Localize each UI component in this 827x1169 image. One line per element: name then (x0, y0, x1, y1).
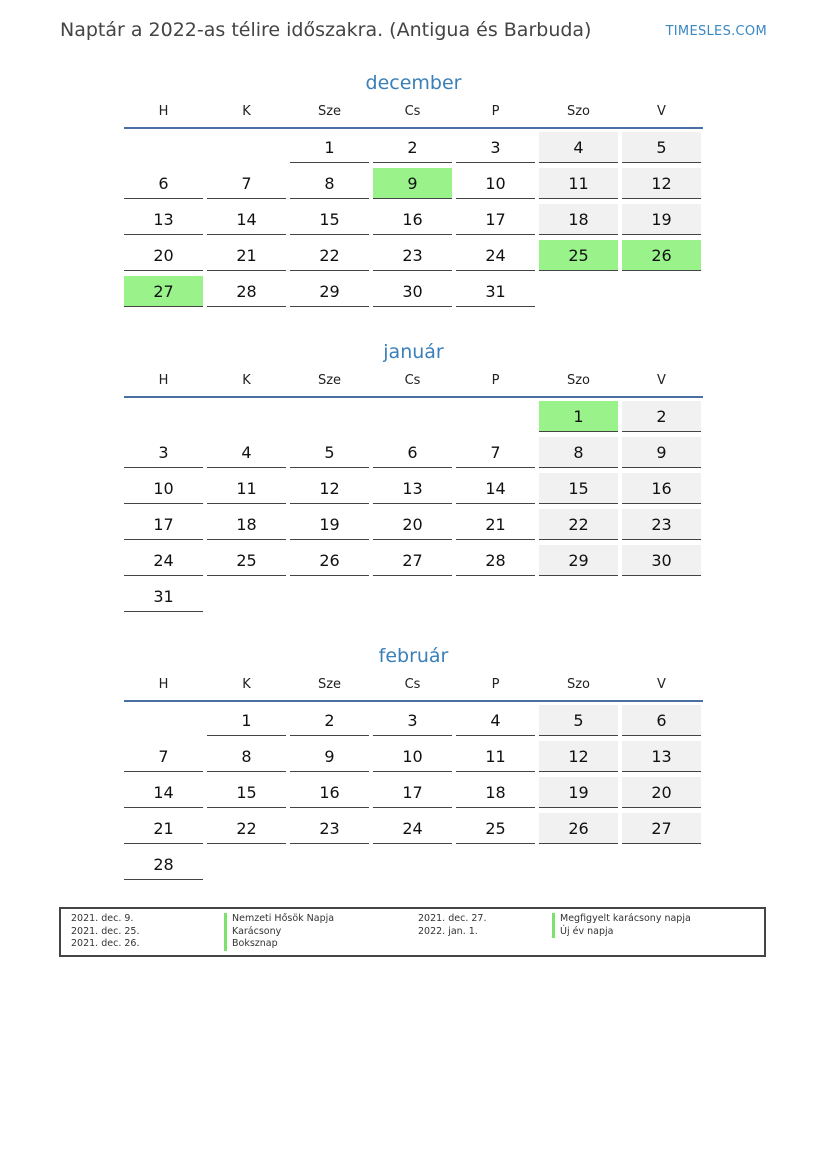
weekday-header (124, 671, 703, 700)
weekday-label: P (491, 677, 500, 692)
holiday-day-cell: 25 (539, 240, 618, 271)
day-cell: 1 (207, 705, 286, 736)
day-cell: 13 (373, 473, 452, 504)
day-cell: 28 (207, 276, 286, 307)
weekday-label: K (242, 677, 251, 692)
day-cell: 11 (539, 168, 618, 199)
weekday-label: V (657, 104, 666, 119)
day-cell: 24 (373, 813, 452, 844)
weekday-label: Cs (404, 373, 421, 388)
day-cell: 20 (622, 777, 701, 808)
day-cell: 27 (373, 545, 452, 576)
legend-holiday-name: Megfigyelt karácsony napja (560, 913, 691, 924)
weekday-label: Sze (317, 373, 342, 388)
holiday-day-cell: 27 (124, 276, 203, 307)
day-cell: 2 (290, 705, 369, 736)
weekday-label: K (242, 104, 251, 119)
day-cell: 2 (622, 401, 701, 432)
holiday-day-cell: 26 (622, 240, 701, 271)
month-title: február (378, 645, 449, 667)
weekday-label: K (242, 373, 251, 388)
day-cell: 1 (290, 132, 369, 163)
day-cell: 29 (290, 276, 369, 307)
legend-date: 2021. dec. 27. (418, 913, 487, 924)
day-cell: 7 (207, 168, 286, 199)
holiday-day-cell: 1 (539, 401, 618, 432)
empty-cell (373, 401, 452, 432)
empty-cell (124, 705, 203, 736)
legend-holiday-name: Új év napja (560, 925, 614, 937)
weekday-label: Szo (566, 677, 591, 692)
day-cell: 7 (124, 741, 203, 772)
weekday-label: H (158, 373, 169, 388)
day-cell: 7 (456, 437, 535, 468)
weekday-header (124, 98, 703, 127)
day-cell: 12 (539, 741, 618, 772)
month-february (124, 641, 703, 885)
empty-cell (124, 401, 203, 432)
day-cell: 10 (456, 168, 535, 199)
day-cell: 4 (539, 132, 618, 163)
legend-date: 2022. jan. 1. (418, 925, 478, 937)
day-cell: 19 (290, 509, 369, 540)
header-rule (124, 127, 703, 129)
day-cell: 23 (622, 509, 701, 540)
day-cell: 17 (373, 777, 452, 808)
day-cell: 21 (207, 240, 286, 271)
holiday-legend (59, 907, 766, 957)
day-cell: 13 (124, 204, 203, 235)
legend-date: 2021. dec. 26. (71, 938, 140, 949)
weekday-header (124, 367, 703, 396)
day-grid (124, 401, 703, 617)
day-grid (124, 132, 703, 312)
day-cell: 22 (539, 509, 618, 540)
empty-cell (207, 401, 286, 432)
weekday-label: H (158, 104, 169, 119)
day-cell: 4 (456, 705, 535, 736)
day-cell: 20 (373, 509, 452, 540)
day-cell: 5 (539, 705, 618, 736)
weekday-label: V (657, 677, 666, 692)
weekday-label: H (158, 677, 169, 692)
day-cell: 27 (622, 813, 701, 844)
day-cell: 16 (622, 473, 701, 504)
day-cell: 18 (207, 509, 286, 540)
day-cell: 23 (373, 240, 452, 271)
day-cell: 8 (539, 437, 618, 468)
day-cell: 24 (124, 545, 203, 576)
day-cell: 2 (373, 132, 452, 163)
day-cell: 28 (124, 849, 203, 880)
day-cell: 11 (207, 473, 286, 504)
legend-holiday-name: Boksznap (232, 938, 278, 949)
day-cell: 25 (456, 813, 535, 844)
month-january (124, 337, 703, 617)
legend-holiday-name: Karácsony (232, 925, 282, 937)
day-cell: 6 (373, 437, 452, 468)
day-cell: 4 (207, 437, 286, 468)
day-cell: 29 (539, 545, 618, 576)
page-title: Naptár a 2022-as télire időszakra. (Antigua és Barbuda) (60, 19, 592, 41)
month-title: december (365, 72, 462, 94)
day-cell: 28 (456, 545, 535, 576)
day-cell: 3 (456, 132, 535, 163)
day-cell: 31 (124, 581, 203, 612)
day-cell: 21 (456, 509, 535, 540)
day-cell: 15 (290, 204, 369, 235)
legend-holiday-name: Nemzeti Hősök Napja (232, 913, 335, 924)
day-cell: 15 (207, 777, 286, 808)
day-cell: 16 (290, 777, 369, 808)
weekday-label: P (491, 104, 500, 119)
day-cell: 6 (124, 168, 203, 199)
day-cell: 15 (539, 473, 618, 504)
day-cell: 14 (456, 473, 535, 504)
day-cell: 10 (124, 473, 203, 504)
holiday-day-cell: 9 (373, 168, 452, 199)
day-cell: 12 (290, 473, 369, 504)
day-cell: 24 (456, 240, 535, 271)
day-cell: 14 (207, 204, 286, 235)
day-cell: 8 (207, 741, 286, 772)
day-cell: 30 (373, 276, 452, 307)
empty-cell (290, 401, 369, 432)
header-rule (124, 396, 703, 398)
day-cell: 17 (124, 509, 203, 540)
day-cell: 23 (290, 813, 369, 844)
day-cell: 5 (622, 132, 701, 163)
day-cell: 31 (456, 276, 535, 307)
empty-cell (207, 132, 286, 163)
day-cell: 22 (207, 813, 286, 844)
day-cell: 3 (373, 705, 452, 736)
day-cell: 20 (124, 240, 203, 271)
legend-date: 2021. dec. 25. (71, 925, 140, 937)
day-cell: 19 (539, 777, 618, 808)
day-cell: 22 (290, 240, 369, 271)
weekday-label: P (491, 373, 500, 388)
day-cell: 21 (124, 813, 203, 844)
header-rule (124, 700, 703, 702)
day-cell: 10 (373, 741, 452, 772)
weekday-label: V (657, 373, 666, 388)
day-cell: 25 (207, 545, 286, 576)
day-cell: 26 (290, 545, 369, 576)
day-cell: 30 (622, 545, 701, 576)
day-cell: 13 (622, 741, 701, 772)
weekday-label: Cs (404, 104, 421, 119)
weekday-label: Szo (566, 373, 591, 388)
weekday-label: Szo (566, 104, 591, 119)
day-cell: 18 (456, 777, 535, 808)
month-title: január (383, 341, 444, 363)
weekday-label: Cs (404, 677, 421, 692)
day-cell: 26 (539, 813, 618, 844)
day-cell: 11 (456, 741, 535, 772)
day-cell: 12 (622, 168, 701, 199)
day-grid (124, 705, 703, 885)
day-cell: 5 (290, 437, 369, 468)
brand-link[interactable]: TIMESLES.COM (665, 24, 767, 39)
day-cell: 18 (539, 204, 618, 235)
day-cell: 16 (373, 204, 452, 235)
day-cell: 3 (124, 437, 203, 468)
day-cell: 19 (622, 204, 701, 235)
month-december (124, 68, 703, 312)
day-cell: 8 (290, 168, 369, 199)
day-cell: 17 (456, 204, 535, 235)
empty-cell (456, 401, 535, 432)
weekday-label: Sze (317, 677, 342, 692)
day-cell: 14 (124, 777, 203, 808)
day-cell: 6 (622, 705, 701, 736)
day-cell: 9 (290, 741, 369, 772)
weekday-label: Sze (317, 104, 342, 119)
legend-date: 2021. dec. 9. (71, 913, 134, 924)
day-cell: 9 (622, 437, 701, 468)
empty-cell (124, 132, 203, 163)
